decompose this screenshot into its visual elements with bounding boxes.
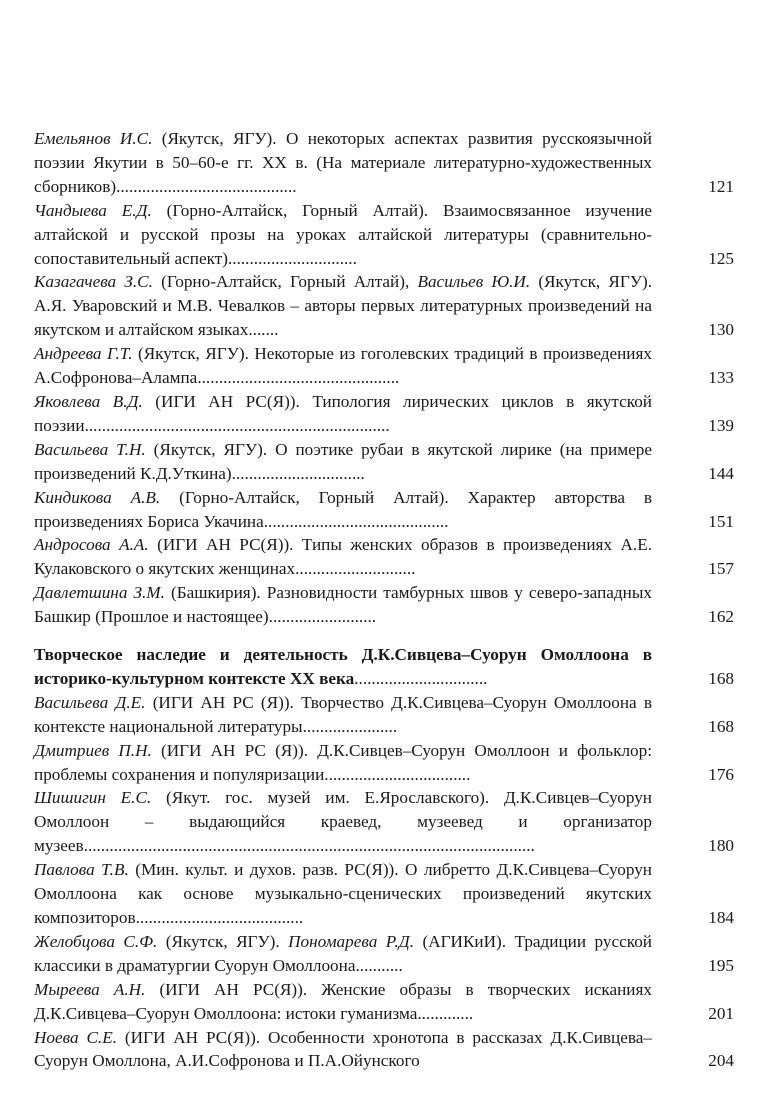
page-number: 201 [708, 1003, 734, 1023]
entry-title: (Якут. гос. музей им. Е.Ярославского). Д.К.Сивцев–Суорун Омоллоон – выдающийся краевед, музеевед и организатор музеев [34, 788, 652, 856]
leader-dots: .............................. [227, 248, 357, 268]
table-of-contents [34, 127, 734, 1073]
leader-dots: ....................................... [135, 908, 304, 927]
entry-title-continued: (Якутск, ЯГУ). А.Я. Уваровский и М.В. Чевалков – авторы первых литературных произведений на якутском и алтайском языках [34, 272, 653, 340]
entry-author: Киндикова А.В. [34, 487, 161, 507]
entry-author: Казагачева З.С. [34, 272, 153, 292]
entry-author: Васильева Т.Н. [34, 439, 146, 459]
page-number: 133 [708, 368, 734, 388]
entry-title: (ИГИ АН РС (Я)). Творчество Д.К.Сивцева–Суорун Омоллоона в контексте национальной литературы [34, 692, 652, 736]
entry-title: (Якутск, ЯГУ). О поэтике рубаи в якутской лирике (на примере произведений К.Д.Уткина) [34, 439, 652, 483]
toc-entry [34, 486, 734, 534]
leader-dots: .................................. [324, 764, 471, 784]
section-heading [34, 643, 734, 691]
entry-author: Мыреева А.Н. [34, 979, 146, 999]
toc-entry [34, 342, 734, 390]
toc-entry [34, 199, 734, 271]
entry-coauthor: Васильев Ю.И. [417, 272, 531, 292]
entry-title: (ИГИ АН РС(Я)). Типология лирических циклов в якутской поэзии [34, 391, 652, 435]
leader-dots: ........... [355, 955, 403, 975]
entry-title: (ИГИ АН РС(Я)). Особенности хронотопа в рассказах Д.К.Сивцева–Суорун Омоллона, А.И.Софронова и П.А.Ойунского [34, 1027, 652, 1071]
entry-author: Яковлева В.Д. [34, 391, 143, 411]
page-number: 151 [708, 511, 734, 531]
toc-entry [34, 390, 734, 438]
toc-entry [34, 930, 734, 978]
toc-entry [34, 127, 734, 199]
page-number: 204 [708, 1051, 734, 1071]
entry-author: Васильева Д.Е. [34, 692, 146, 712]
entry-title: (Горно-Алтайск, Горный Алтай). Характер авторства в произведениях Бориса Укачина [34, 487, 652, 531]
page-number: 157 [708, 559, 734, 579]
entry-title: (Горно-Алтайск, Горный Алтай), [152, 272, 418, 292]
leader-dots: ...................... [302, 716, 398, 736]
page-number: 130 [708, 320, 734, 340]
entry-author: Дмитриев П.Н. [34, 740, 152, 760]
leader-dots: .......................................... [116, 176, 297, 196]
entry-author: Емельянов И.С. [34, 129, 153, 148]
leader-dots: ....... [248, 320, 279, 340]
entry-title: (ИГИ АН РС (Я)). Д.К.Сивцев–Суорун Омоллоон и фольклор: проблемы сохранения и популяризации [34, 740, 652, 784]
section-title: Творческое наследие и деятельность Д.К.Сивцева–Суорун Омоллоона в историко-культурном контексте XX века [34, 645, 652, 688]
toc-entry [34, 691, 734, 739]
page-number: 144 [708, 463, 734, 483]
entry-title-continued: (АГИКиИ). Традиции русской классики в драматургии Суорун Омоллоона [34, 931, 653, 975]
page-number: 195 [708, 955, 734, 975]
toc-entry [34, 739, 734, 787]
toc-entry [34, 270, 734, 342]
leader-dots: ............................................... [197, 368, 400, 388]
entry-author: Шишигин Е.С. [34, 788, 152, 808]
entry-coauthor: Пономарева Р.Д. [288, 931, 415, 951]
entry-title: (ИГИ АН РС(Я)). Женские образы в творческих исканиях Д.К.Сивцева–Суорун Омоллоона: истоки гуманизма [34, 979, 652, 1023]
leader-dots: ............................... [231, 463, 365, 483]
leader-dots: ........................................... [263, 511, 449, 531]
toc-entry [34, 978, 734, 1026]
entry-title: (Мин. культ. и духов. разв. РС(Я)). О либретто Д.К.Сивцева–Суорун Омоллоона как основе музыкально-сценических произведений якутских композиторов [34, 860, 652, 927]
leader-dots: ............. [417, 1003, 474, 1023]
page-number: 121 [708, 176, 734, 196]
entry-author: Давлетшина З.М. [34, 583, 165, 603]
entry-title: (ИГИ АН РС(Я)). Типы женских образов в произведениях А.Е. Кулаковского о якутских женщинах [34, 535, 652, 579]
page-number: 176 [708, 764, 734, 784]
page-number: 168 [708, 668, 734, 688]
entry-author: Ноева С.Е. [34, 1027, 118, 1047]
toc-entry [34, 533, 734, 581]
entry-title: (Якутск, ЯГУ). [157, 931, 289, 951]
entry-title: (Якутск, ЯГУ). Некоторые из гоголевских традиций в произведениях А.Софронова–Алампа [34, 344, 652, 388]
leader-dots: ............................ [295, 559, 416, 579]
entry-title: (Башкирия). Разновидности тамбурных швов у северо-западных Башкир (Прошлое и настоящее) [34, 583, 652, 627]
toc-entry [34, 858, 734, 930]
entry-author: Андреева Г.Т. [34, 344, 133, 364]
toc-entry [34, 438, 734, 486]
page-number: 184 [708, 908, 734, 927]
leader-dots: ......................................................................................................... [83, 836, 535, 856]
page-number: 162 [708, 607, 734, 627]
entry-author: Андросова А.А. [34, 535, 149, 555]
entry-author: Павлова Т.В. [34, 860, 129, 880]
leader-dots: ....................................................................... [84, 415, 390, 435]
entry-author: Желобцова С.Ф. [34, 931, 158, 951]
toc-entry [34, 786, 734, 858]
entry-title: (Горно-Алтайск, Горный Алтай). Взаимосвязанное изучение алтайской и русской прозы на уроках алтайской литературы (сравнительно-сопоставительный аспект) [34, 200, 652, 268]
entry-title: (Якутск, ЯГУ). О некоторых аспектах развития русскоязычной поэзии Якутии в 50–60-е гг. XX в. (На материале литературно-художественных сборников) [34, 129, 652, 196]
page-number: 180 [708, 836, 734, 856]
toc-entry [34, 1026, 734, 1074]
entry-author: Чандыева Е.Д. [34, 200, 152, 220]
page-number: 125 [708, 248, 734, 268]
leader-dots: ............................... [354, 668, 488, 688]
toc-entry [34, 581, 734, 629]
page-number: 168 [708, 716, 734, 736]
leader-dots: ......................... [268, 607, 377, 627]
page-number: 139 [708, 415, 734, 435]
